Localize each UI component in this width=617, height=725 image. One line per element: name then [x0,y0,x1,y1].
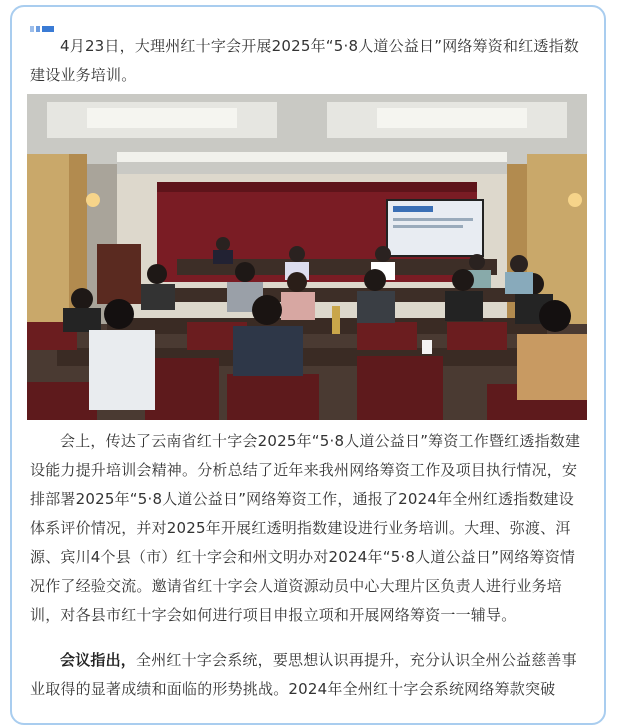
article-paragraph-3-text: 全州红十字会系统，要思想认识再提升，充分认识全州公益慈善事业取得的显著成绩和面临的形势挑战。2024年全州红十字会系统网络筹款突破 [30,651,577,698]
article-paragraph-3-lead: 会议指出， [60,651,137,669]
article-paragraph-1: 4月23日，大理州红十字会开展2025年“5·8人道公益日”网络筹资和红透指数建设业务培训。 [30,37,580,84]
article-paragraph-3 [30,646,586,704]
meeting-photo [27,94,587,420]
article-paragraph-2: 会上，传达了云南省红十字会2025年“5·8人道公益日”筹资工作暨红透指数建设能力提升培训会精神。分析总结了近年来我州网络筹资工作及项目执行情况，安排部署2025年“5·8人道公益日”网络筹资工作，通报了2024年全州红透指数建设体系评价情况，并对2025年开展红透明指数建设进行业务培训。大理、弥渡、洱源、宾川4个县（市）红十字会和州文明办对2024年“5·8人道公益日”网络筹资情况作了经验交流。邀请省红十字会人道资源动员中心大理片区负责人进行业务培训，对各县市红十字会如何进行项目申报立项和开展网络筹资一一辅导。 [30,432,581,624]
